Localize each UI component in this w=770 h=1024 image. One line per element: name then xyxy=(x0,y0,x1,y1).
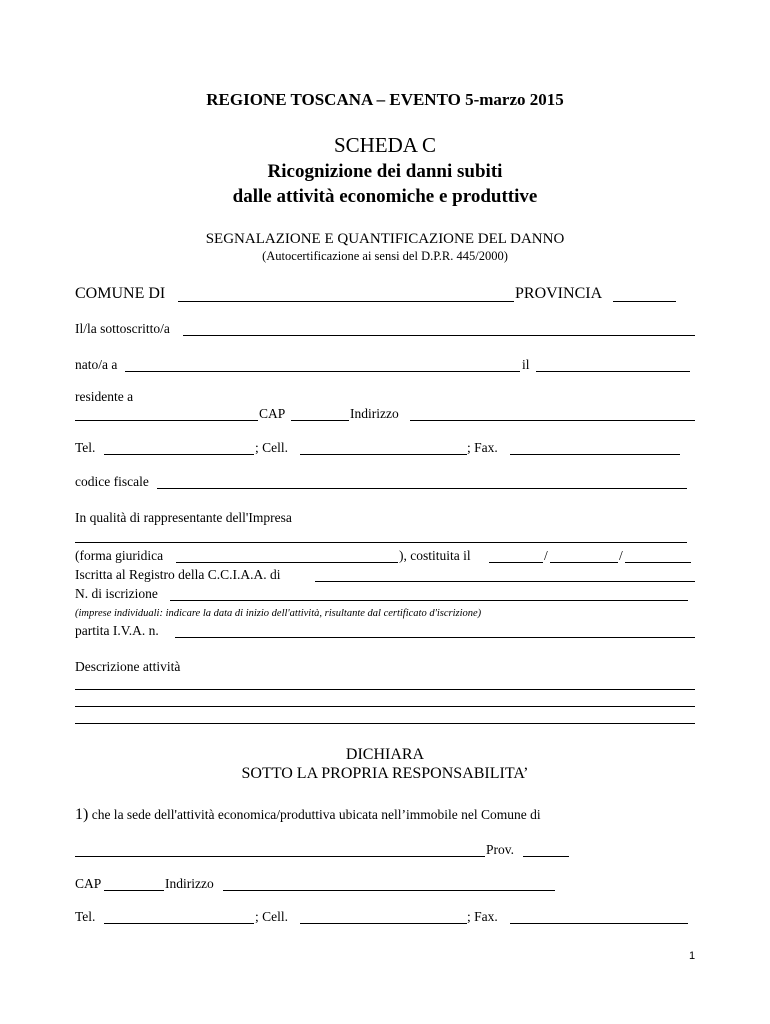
descrizione-line-1[interactable] xyxy=(75,689,695,690)
forma-giuridica-field[interactable] xyxy=(176,562,398,563)
fax-label: ; Fax. xyxy=(467,440,498,455)
sede-fax-field[interactable] xyxy=(510,923,688,924)
sede-cell-label: ; Cell. xyxy=(255,909,288,924)
sede-cell-field[interactable] xyxy=(300,923,467,924)
residente-label: residente a xyxy=(75,389,134,404)
item-1-text: che la sede dell'attività economica/produttiva ubicata nell’immobile nel Comune di xyxy=(88,807,541,822)
partita-iva-label: partita I.V.A. n. xyxy=(75,623,159,638)
imprese-note: (imprese individuali: indicare la data di inizio dell'attività, risultante dal certificato d'iscrizione) xyxy=(75,608,482,619)
cell-field[interactable] xyxy=(300,454,467,455)
sede-comune-field[interactable] xyxy=(75,856,485,857)
residenza-indirizzo-field[interactable] xyxy=(410,420,695,421)
dichiara-subtitle: SOTTO LA PROPRIA RESPONSABILITA’ xyxy=(241,765,529,782)
dichiara-item-1 xyxy=(75,806,541,824)
costituita-label: ), costituita il xyxy=(399,548,471,563)
cell-label: ; Cell. xyxy=(255,440,288,455)
residenza-indirizzo-label: Indirizzo xyxy=(350,406,399,421)
sede-tel-label: Tel. xyxy=(75,909,96,924)
n-iscrizione-label: N. di iscrizione xyxy=(75,586,158,601)
residenza-cap-field[interactable] xyxy=(291,420,349,421)
region-title: REGIONE TOSCANA – EVENTO 5-marzo 2015 xyxy=(206,90,564,109)
n-iscrizione-field[interactable] xyxy=(170,600,688,601)
costituita-mese-field[interactable] xyxy=(550,562,618,563)
fax-field[interactable] xyxy=(510,454,680,455)
codice-fiscale-label: codice fiscale xyxy=(75,474,149,489)
qualita-label: In qualità di rappresentante dell'Impresa xyxy=(75,510,292,525)
descrizione-label: Descrizione attività xyxy=(75,659,181,674)
data-nascita-field[interactable] xyxy=(536,371,690,372)
segnalazione-heading: SEGNALAZIONE E QUANTIFICAZIONE DEL DANNO xyxy=(205,231,565,247)
date-slash-1: / xyxy=(544,548,548,563)
sede-cap-label: CAP xyxy=(75,876,102,891)
provincia-label: PROVINCIA xyxy=(515,285,603,302)
nato-label: nato/a a xyxy=(75,357,118,372)
partita-iva-field[interactable] xyxy=(175,637,695,638)
scheda-title: SCHEDA C xyxy=(333,133,437,157)
item-1-number: 1) xyxy=(75,806,89,823)
comune-field[interactable] xyxy=(178,301,514,302)
tel-field[interactable] xyxy=(104,454,254,455)
sottoscritto-label: Il/la sottoscritto/a xyxy=(75,321,170,336)
residenza-cap-label: CAP xyxy=(259,406,286,421)
sede-prov-label: Prov. xyxy=(486,842,515,857)
sede-cap-field[interactable] xyxy=(104,890,164,891)
residenza-comune-field[interactable] xyxy=(75,420,258,421)
cciaa-field[interactable] xyxy=(315,581,695,582)
sottoscritto-field[interactable] xyxy=(183,335,695,336)
costituita-anno-field[interactable] xyxy=(625,562,691,563)
subtitle-line-1: Ricognizione dei danni subiti xyxy=(267,161,503,182)
subtitle-line-2: dalle attività economiche e produttive xyxy=(232,186,538,207)
iscritta-label: Iscritta al Registro della C.C.I.A.A. di xyxy=(75,567,281,582)
forma-giuridica-label: (forma giuridica xyxy=(75,548,164,563)
sede-indirizzo-label: Indirizzo xyxy=(165,876,214,891)
tel-label: Tel. xyxy=(75,440,96,455)
impresa-field[interactable] xyxy=(75,542,687,543)
dichiara-title: DICHIARA xyxy=(345,746,425,763)
codice-fiscale-field[interactable] xyxy=(157,488,687,489)
sede-prov-field[interactable] xyxy=(523,856,569,857)
provincia-field[interactable] xyxy=(613,301,676,302)
sede-tel-field[interactable] xyxy=(104,923,254,924)
autocert-note: (Autocertificazione ai sensi del D.P.R. 445/2000) xyxy=(262,249,508,263)
costituita-giorno-field[interactable] xyxy=(489,562,543,563)
sede-fax-label: ; Fax. xyxy=(467,909,498,924)
il-label: il xyxy=(522,357,530,372)
luogo-nascita-field[interactable] xyxy=(125,371,520,372)
page-number: 1 xyxy=(689,950,696,962)
descrizione-line-2[interactable] xyxy=(75,706,695,707)
comune-label: COMUNE DI xyxy=(75,285,166,302)
date-slash-2: / xyxy=(619,548,623,563)
sede-indirizzo-field[interactable] xyxy=(223,890,555,891)
descrizione-line-3[interactable] xyxy=(75,723,695,724)
